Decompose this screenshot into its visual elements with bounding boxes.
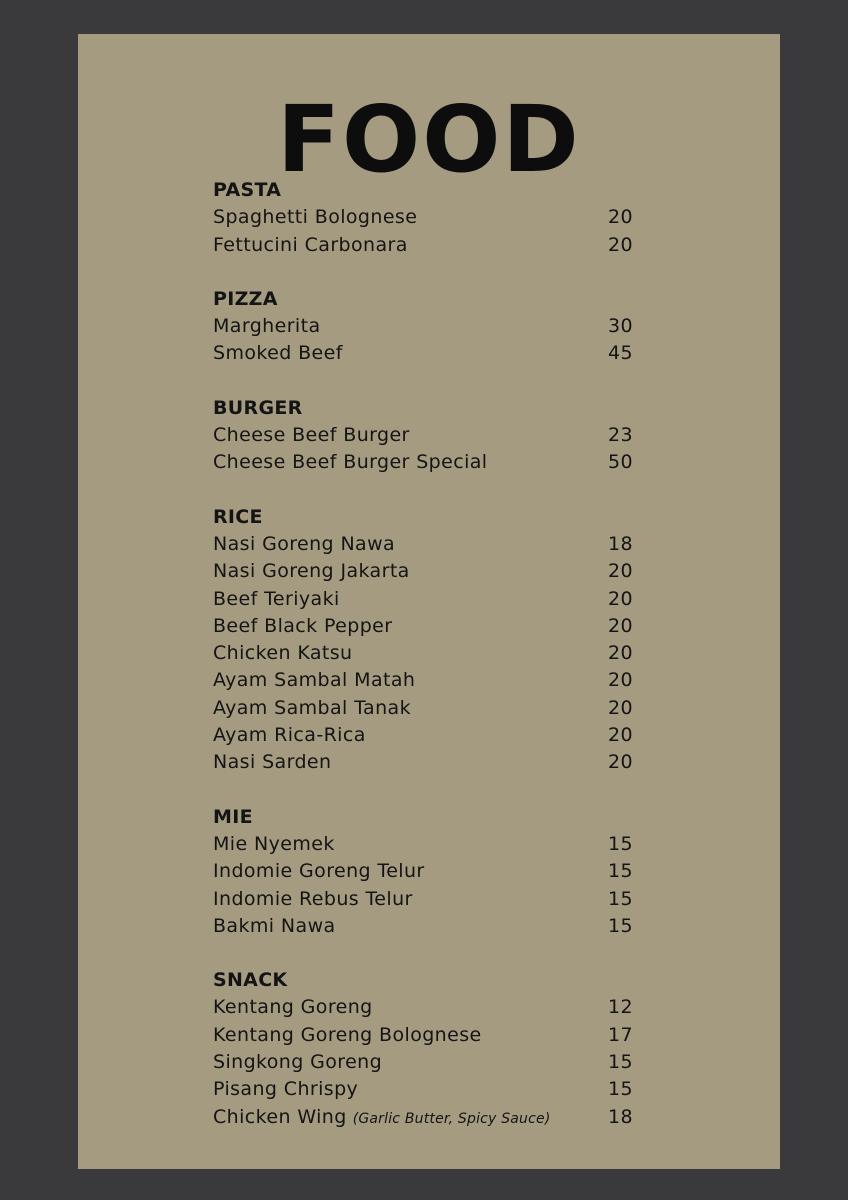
section-pasta bbox=[213, 177, 633, 259]
item-price: 15 bbox=[608, 860, 633, 883]
menu-list bbox=[213, 177, 633, 1158]
menu-item bbox=[213, 749, 633, 776]
item-price: 20 bbox=[608, 696, 633, 719]
menu-item bbox=[213, 1076, 633, 1103]
item-name: Beef Teriyaki bbox=[213, 587, 340, 610]
item-name: Ayam Rica-Rica bbox=[213, 724, 366, 747]
menu-item bbox=[213, 1104, 633, 1131]
item-price: 15 bbox=[608, 914, 633, 937]
section-heading: PASTA bbox=[213, 179, 282, 201]
item-name: Smoked Beef bbox=[213, 342, 343, 365]
item-price: 20 bbox=[608, 751, 633, 774]
section-mie bbox=[213, 804, 633, 940]
item-price: 20 bbox=[608, 233, 633, 256]
item-price: 15 bbox=[608, 1078, 633, 1101]
menu-item bbox=[213, 204, 633, 231]
menu-item bbox=[213, 994, 633, 1021]
section-rice bbox=[213, 504, 633, 777]
item-price: 12 bbox=[608, 996, 633, 1019]
menu-item bbox=[213, 613, 633, 640]
item-name: Beef Black Pepper bbox=[213, 614, 393, 637]
menu-item bbox=[213, 340, 633, 367]
item-price: 20 bbox=[608, 724, 633, 747]
menu-item bbox=[213, 558, 633, 585]
menu-item bbox=[213, 1022, 633, 1049]
menu-item bbox=[213, 667, 633, 694]
menu-item bbox=[213, 422, 633, 449]
menu-item bbox=[213, 831, 633, 858]
item-price: 30 bbox=[608, 315, 633, 338]
menu-item bbox=[213, 722, 633, 749]
item-price: 50 bbox=[608, 451, 633, 474]
item-name: Bakmi Nawa bbox=[213, 914, 336, 937]
item-price: 15 bbox=[608, 1051, 633, 1074]
item-name: Fettucini Carbonara bbox=[213, 233, 408, 256]
item-name: Mie Nyemek bbox=[213, 832, 335, 855]
section-heading: BURGER bbox=[213, 396, 303, 419]
item-price: 20 bbox=[608, 587, 633, 610]
item-price: 20 bbox=[608, 614, 633, 637]
menu-item bbox=[213, 586, 633, 613]
menu-item bbox=[213, 913, 633, 940]
item-name: Cheese Beef Burger Special bbox=[213, 451, 488, 474]
menu-item bbox=[213, 1049, 633, 1076]
item-price: 17 bbox=[608, 1023, 633, 1046]
menu-item bbox=[213, 640, 633, 667]
item-price: 18 bbox=[608, 1105, 633, 1128]
menu-item bbox=[213, 858, 633, 885]
item-name: Cheese Beef Burger bbox=[213, 424, 410, 447]
section-burger bbox=[213, 395, 633, 477]
section-heading: SNACK bbox=[213, 969, 288, 992]
item-name: Kentang Goreng Bolognese bbox=[213, 1023, 482, 1046]
section-heading: PIZZA bbox=[213, 287, 278, 310]
item-price: 20 bbox=[608, 560, 633, 583]
item-price: 15 bbox=[608, 832, 633, 855]
item-price: 20 bbox=[608, 642, 633, 665]
item-name: Nasi Goreng Jakarta bbox=[213, 560, 410, 583]
item-name: Singkong Goreng bbox=[213, 1051, 383, 1074]
item-price: 45 bbox=[608, 342, 633, 365]
menu-item bbox=[213, 449, 633, 476]
section-heading: RICE bbox=[213, 505, 263, 528]
item-price: 23 bbox=[608, 424, 633, 447]
menu-title: FOOD bbox=[277, 86, 581, 193]
item-name: Pisang Chrispy bbox=[213, 1078, 359, 1101]
item-name-text: Chicken Wing bbox=[213, 1105, 347, 1128]
item-name: Ayam Sambal Tanak bbox=[213, 696, 411, 719]
menu-page bbox=[78, 34, 780, 1169]
item-name: Chicken Katsu bbox=[213, 642, 353, 665]
item-name: Spaghetti Bolognese bbox=[213, 206, 418, 229]
section-heading: MIE bbox=[213, 805, 253, 828]
menu-item bbox=[213, 695, 633, 722]
menu-item bbox=[213, 886, 633, 913]
item-note: (Garlic Butter, Spicy Sauce) bbox=[352, 1110, 551, 1127]
item-name bbox=[213, 1104, 551, 1133]
item-name: Indomie Goreng Telur bbox=[213, 860, 425, 883]
item-name: Nasi Goreng Nawa bbox=[213, 532, 396, 555]
item-price: 15 bbox=[608, 887, 633, 910]
item-name: Kentang Goreng bbox=[213, 996, 373, 1019]
section-snack bbox=[213, 967, 633, 1131]
menu-item bbox=[213, 313, 633, 340]
item-name: Nasi Sarden bbox=[213, 751, 332, 774]
item-name: Indomie Rebus Telur bbox=[213, 887, 413, 910]
menu-item bbox=[213, 531, 633, 558]
menu-item bbox=[213, 232, 633, 259]
section-pizza bbox=[213, 286, 633, 368]
item-price: 20 bbox=[608, 206, 633, 229]
item-price: 18 bbox=[608, 532, 633, 555]
item-name: Margherita bbox=[213, 315, 321, 338]
item-name: Ayam Sambal Matah bbox=[213, 669, 416, 692]
item-price: 20 bbox=[608, 669, 633, 692]
